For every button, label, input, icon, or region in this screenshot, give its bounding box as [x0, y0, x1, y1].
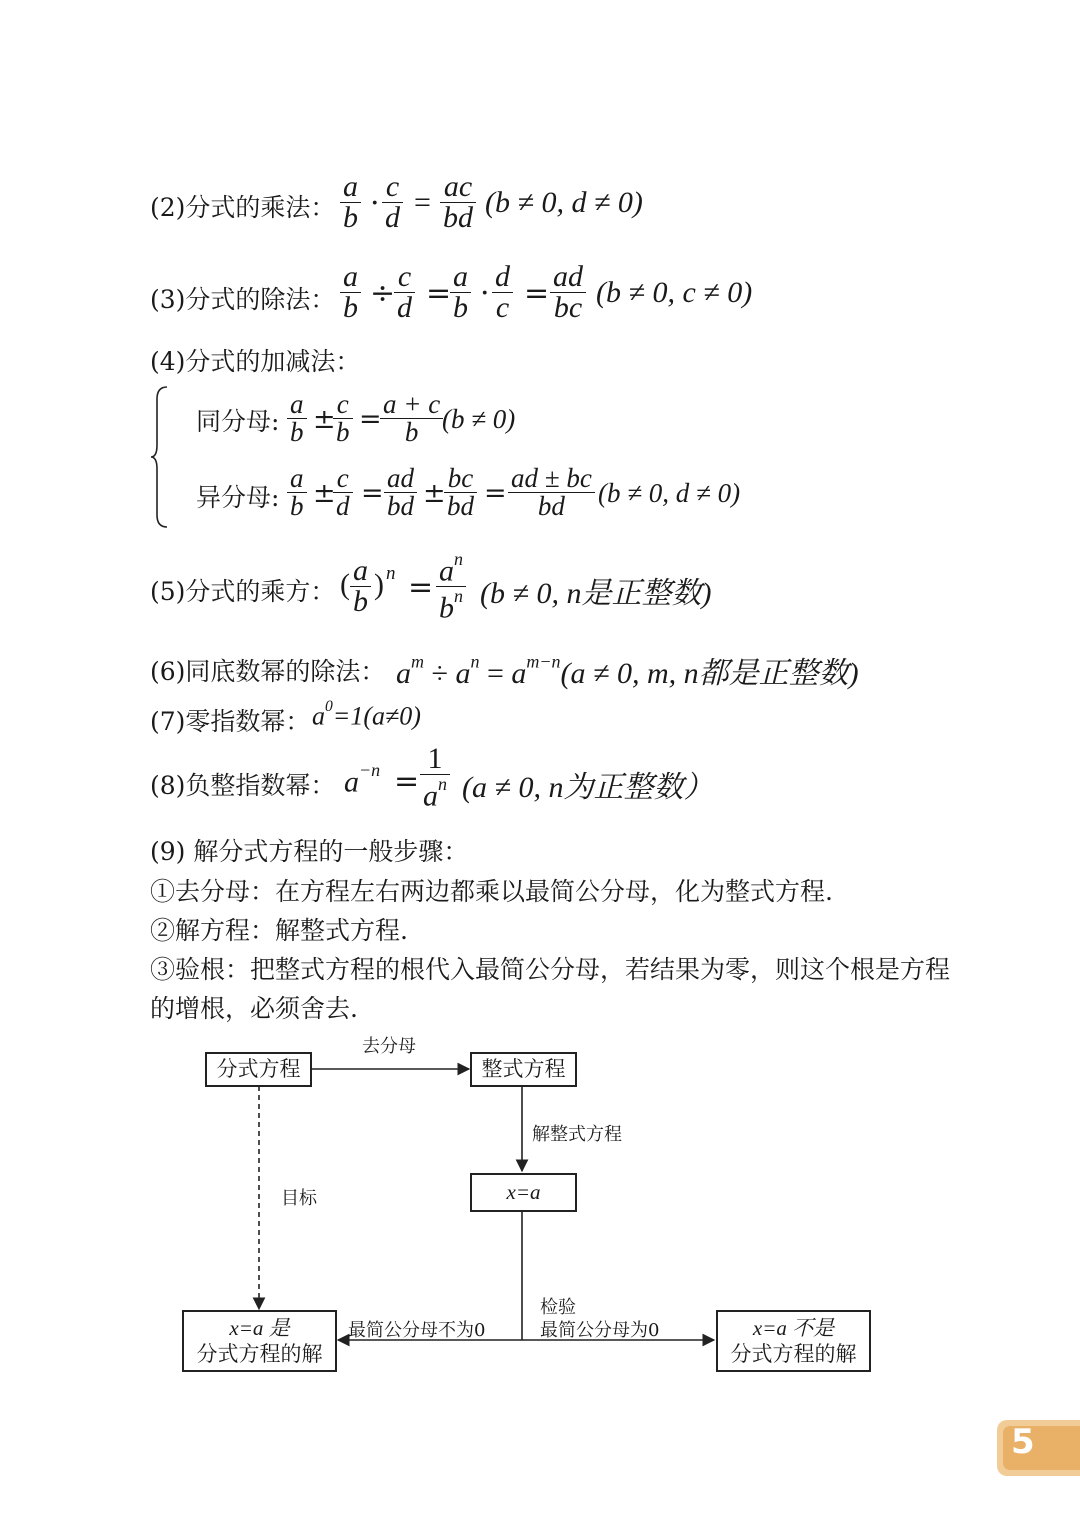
equals-sign-2: =	[524, 276, 550, 311]
rule-5-label: (5)分式的乘方：	[150, 577, 336, 606]
dot-operator: ·	[370, 186, 380, 221]
same-denominator-label: 同分母:	[196, 407, 280, 436]
rule-4-label: (4)分式的加减法：	[150, 347, 361, 376]
rule-2-label: (2)分式的乘法：	[150, 193, 336, 222]
rule-8-label: (8)负整指数幂：	[150, 771, 336, 800]
fraction-c-over-b: c b	[333, 391, 353, 446]
plus-minus: ±	[313, 478, 336, 509]
label-goal: 目标	[281, 1188, 317, 1209]
label-lcd-zero: 最简公分母为0	[540, 1320, 660, 1341]
equals-sign: =	[408, 570, 434, 605]
box-is-solution: x=a 是 分式方程的解	[182, 1310, 337, 1372]
rule-3-label: (3)分式的除法：	[150, 285, 336, 314]
fraction-c-over-d: c d	[382, 172, 403, 233]
condition: (b ≠ 0, n是正整数)	[480, 577, 712, 610]
plus-minus-2: ±	[423, 478, 446, 509]
page-number-tab	[997, 1420, 1080, 1476]
box-not-solution: x=a 不是 分式方程的解	[716, 1310, 871, 1372]
equals-sign: =	[359, 404, 382, 435]
fraction-d-over-c: d c	[492, 262, 513, 323]
fraction-a-plus-c-over-b: a + c b	[380, 391, 443, 446]
exponent: n	[386, 563, 396, 584]
step-1: ①去分母：在方程左右两边都乘以最简公分母，化为整式方程.	[150, 877, 833, 906]
fraction-a-over-b-2: a b	[450, 262, 471, 323]
divide-operator: ÷	[370, 276, 396, 311]
box-x-equals-a: x=a	[470, 1173, 577, 1212]
fraction-a-over-b: a b	[350, 556, 371, 617]
fraction-c-over-d: c d	[333, 465, 353, 520]
step-3-line-2: 的增根，必须舍去.	[150, 994, 358, 1023]
label-check: 检验	[540, 1297, 576, 1318]
rule-6-expression: $a^m \div a^n = a^{m-n}(a \ne 0$, m, n都是正整数)	[396, 651, 859, 690]
fraction-ad-pm-bc-over-bd: ad ± bc bd	[508, 465, 595, 520]
condition: (b ≠ 0, c ≠ 0)	[596, 276, 753, 309]
rule-7-label: (7)零指数幂：	[150, 707, 311, 736]
step-2: ②解方程：解整式方程.	[150, 916, 408, 945]
condition: (a ≠ 0, n为正整数）	[462, 771, 714, 804]
dot-operator: ·	[480, 276, 490, 311]
left-paren: (	[340, 568, 350, 601]
right-paren: )	[374, 568, 384, 601]
equals-sign: =	[394, 764, 420, 799]
fraction-1-over-an: 1 $a^n$	[420, 744, 450, 811]
plus-minus: ±	[313, 404, 336, 435]
fraction-ad-over-bc: ad bc	[550, 262, 586, 323]
page-number: 5	[1011, 1422, 1035, 1462]
fraction-a-over-b: a b	[287, 465, 307, 520]
fraction-bc-over-bd: bc bd	[444, 465, 477, 520]
condition: (b ≠ 0, d ≠ 0)	[485, 186, 643, 219]
rule-7-expression: $a^0=1(a\ne 0)$	[312, 698, 421, 731]
fraction-ac-over-bd: ac bd	[440, 172, 476, 233]
fraction-an-over-bn: $a^n$ $b^n$	[436, 550, 466, 624]
rule-8-lhs: $a^{-n}$	[344, 760, 381, 799]
box-fractional-equation: 分式方程	[205, 1052, 312, 1087]
fraction-a-over-b: a b	[340, 172, 361, 233]
label-remove-denominator: 去分母	[362, 1036, 416, 1057]
equals-sign: =	[426, 276, 452, 311]
different-denominator-label: 异分母:	[196, 483, 280, 512]
box-integral-equation: 整式方程	[470, 1052, 577, 1087]
label-lcd-not-zero: 最简公分母不为0	[348, 1320, 486, 1341]
fraction-ad-over-bd: ad bd	[384, 465, 417, 520]
fraction-a-over-b: a b	[287, 391, 307, 446]
rule-9-title: (9) 解分式方程的一般步骤：	[150, 837, 469, 866]
equals-sign-2: =	[484, 478, 507, 509]
label-solve-integral: 解整式方程	[532, 1124, 622, 1145]
step-3-line-1: ③验根：把整式方程的根代入最简公分母，若结果为零，则这个根是方程	[150, 955, 951, 984]
condition: (b ≠ 0)	[442, 404, 516, 434]
fraction-a-over-b: a b	[340, 262, 361, 323]
rule-6-label: (6)同底数幂的除法：	[150, 657, 386, 686]
fraction-c-over-d: c d	[394, 262, 415, 323]
condition: (b ≠ 0, d ≠ 0)	[598, 478, 741, 508]
equals-sign: =	[361, 478, 384, 509]
equals-sign: =	[414, 186, 431, 219]
